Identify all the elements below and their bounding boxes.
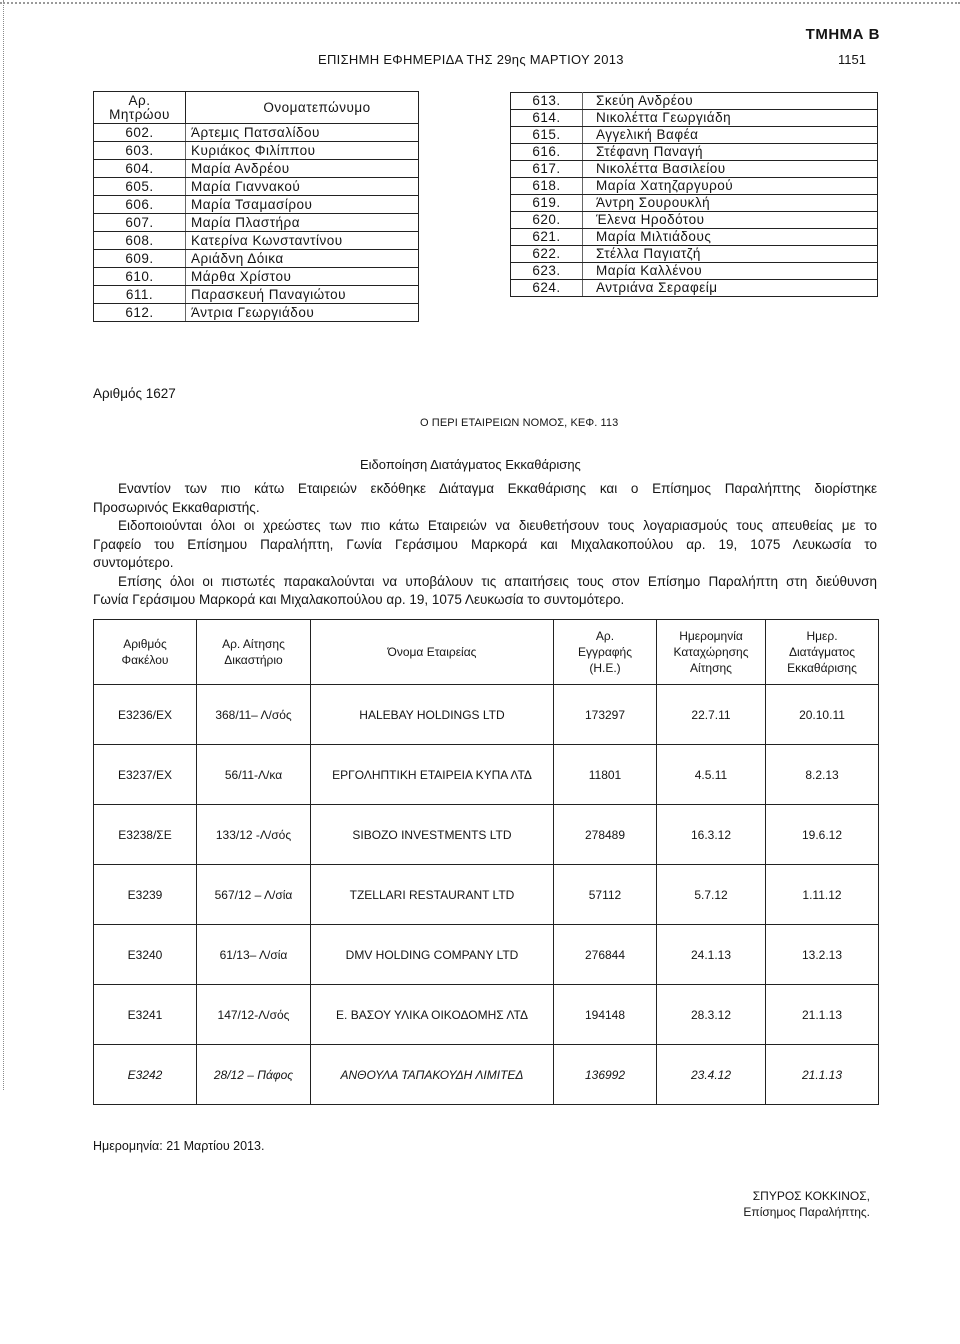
company-name-cell: DMV HOLDING COMPANY LTD [311, 925, 554, 985]
registry-row [511, 229, 878, 246]
registry-name: Αντριάνα Σεραφείμ [583, 280, 878, 297]
registry-row [94, 304, 419, 322]
registry-name: Άντρια Γεωργιάδου [186, 304, 419, 322]
notice-number: Αριθμός 1627 [93, 386, 176, 401]
header-line: Εκκαθάρισης [787, 661, 857, 675]
registry-number: 608. [94, 232, 186, 250]
file-number-header [94, 620, 197, 685]
file-number-cell: Ε3240 [94, 925, 197, 985]
registry-number: 620. [511, 212, 583, 229]
company-row [94, 1045, 879, 1105]
header-line: Φακέλου [121, 653, 169, 667]
file-number-cell: Ε3241 [94, 985, 197, 1045]
registration-number-cell: 173297 [554, 685, 657, 745]
filing-date-header [657, 620, 766, 685]
registry-row [511, 161, 878, 178]
order-date-cell: 8.2.13 [766, 745, 879, 805]
company-name-cell: Ε. ΒΑΣΟΥ ΥΛΙΚΑ ΟΙΚΟΔΟΜΗΣ ΛΤΔ [311, 985, 554, 1045]
registry-name: Μαρία Γιαννακού [186, 178, 419, 196]
registry-row [511, 93, 878, 110]
registry-number: 615. [511, 127, 583, 144]
header-line: Αρ. [595, 629, 615, 643]
registry-row [94, 286, 419, 304]
file-number-cell: Ε3242 [94, 1045, 197, 1105]
registry-number: 616. [511, 144, 583, 161]
companies-header-row [94, 620, 879, 685]
filing-date-cell: 28.3.12 [657, 985, 766, 1045]
registry-row [94, 196, 419, 214]
company-name-cell: ΑΝΘΟΥΛΑ ΤΑΠΑΚΟΥΔΗ ΛΙΜΙΤΕΔ [311, 1045, 554, 1105]
order-date-cell: 13.2.13 [766, 925, 879, 985]
header-line: (Η.Ε.) [589, 661, 621, 675]
filing-date-cell: 4.5.11 [657, 745, 766, 805]
application-cell: 133/12 -Λ/σός [197, 805, 311, 865]
registry-number: 606. [94, 196, 186, 214]
registry-name: Κατερίνα Κωνσταντίνου [186, 232, 419, 250]
registry-name: Μάρθα Χρίστου [186, 268, 419, 286]
order-date-cell: 19.6.12 [766, 805, 879, 865]
company-row [94, 805, 879, 865]
registry-number: 612. [94, 304, 186, 322]
paragraph-line: Γραφείο του Επίσημου Παραλήπτη, Γωνία Γεράσιμου Μαρκορά και Μιχαλακοπούλου αρ. 19, 1075 Λευκωσία το [93, 536, 877, 552]
registry-name: Έλενα Ηροδότου [583, 212, 878, 229]
registry-name-header: Ονοματεπώνυμο [186, 92, 419, 124]
registry-name: Μαρία Καλλένου [583, 263, 878, 280]
registry-name: Μαρία Μιλτιάδους [583, 229, 878, 246]
registry-name: Αριάδνη Δόικα [186, 250, 419, 268]
notice-body [93, 480, 877, 610]
filing-date-cell: 22.7.11 [657, 685, 766, 745]
registry-row [511, 280, 878, 297]
notice-law-title: Ο ΠΕΡΙ ΕΤΑΙΡΕΙΩΝ ΝΟΜΟΣ, ΚΕΦ. 113 [420, 417, 619, 429]
order-date-cell: 21.1.13 [766, 985, 879, 1045]
order-date-cell: 21.1.13 [766, 1045, 879, 1105]
registry-name: Μαρία Χατηζαργυρού [583, 178, 878, 195]
registry-number: 624. [511, 280, 583, 297]
application-header [197, 620, 311, 685]
company-name-cell: SIBOZO INVESTMENTS LTD [311, 805, 554, 865]
registry-row [94, 142, 419, 160]
section-label: ΤΜΗΜΑ Β [805, 26, 880, 43]
filing-date-cell: 16.3.12 [657, 805, 766, 865]
gazette-title: ΕΠΙΣΗΜΗ ΕΦΗΜΕΡΙΔΑ ΤΗΣ 29ης ΜΑΡΤΙΟΥ 2013 [318, 52, 624, 67]
application-cell: 567/12 – Λ/σία [197, 865, 311, 925]
registration-number-header [554, 620, 657, 685]
application-cell: 28/12 – Πάφος [197, 1045, 311, 1105]
registry-row [511, 110, 878, 127]
header-line: Αίτησης [690, 661, 732, 675]
company-row [94, 925, 879, 985]
registry-number: 602. [94, 124, 186, 142]
company-name-cell: TZELLARI RESTAURANT LTD [311, 865, 554, 925]
scan-edge-left [3, 0, 4, 1090]
registration-number-cell: 276844 [554, 925, 657, 985]
header-line: Αριθμός [123, 637, 167, 651]
registry-name: Κυριάκος Φιλίππου [186, 142, 419, 160]
registration-number-cell: 57112 [554, 865, 657, 925]
registry-number: 618. [511, 178, 583, 195]
registry-number: 603. [94, 142, 186, 160]
registry-number-header [94, 92, 186, 124]
application-cell: 147/12-Λ/σός [197, 985, 311, 1045]
registry-row [511, 144, 878, 161]
registry-row [94, 232, 419, 250]
order-date-header [766, 620, 879, 685]
scan-edge-top [0, 2, 960, 4]
registry-name: Νικολέττα Βασιλείου [583, 161, 878, 178]
registration-number-cell: 136992 [554, 1045, 657, 1105]
company-name-cell: ΕΡΓΟΛΗΠΤΙΚΗ ΕΤΑΙΡΕΙΑ ΚΥΠΑ ΛΤΔ [311, 745, 554, 805]
registry-row [511, 178, 878, 195]
registry-number: 611. [94, 286, 186, 304]
registry-table-right [510, 92, 878, 297]
registry-name: Μαρία Πλαστήρα [186, 214, 419, 232]
registry-row [94, 160, 419, 178]
signatory-name: ΣΠΥΡΟΣ ΚΟΚΚΙΝΟΣ, [752, 1189, 870, 1203]
registry-number: 607. [94, 214, 186, 232]
paragraph-line: Εναντίον των πιο κάτω Εταιρειών εκδόθηκε Διάταγμα Εκκαθάρισης και ο Επίσημος Παραλήπτης διορίστηκε [118, 481, 877, 496]
order-date-cell: 1.11.12 [766, 865, 879, 925]
file-number-cell: Ε3239 [94, 865, 197, 925]
registry-number-header-line: Αρ. [128, 92, 151, 108]
paragraph-line: συντομότερο. [93, 555, 174, 570]
registry-name: Αγγελική Βαφέα [583, 127, 878, 144]
registry-table-left [93, 91, 419, 322]
company-name-cell: HALEBAY HOLDINGS LTD [311, 685, 554, 745]
header-line: Ημερομηνία [679, 629, 743, 643]
registry-number: 614. [511, 110, 583, 127]
registry-number: 609. [94, 250, 186, 268]
header-line: Δικαστήριο [224, 653, 283, 667]
application-cell: 368/11– Λ/σός [197, 685, 311, 745]
registry-number: 604. [94, 160, 186, 178]
registration-number-cell: 11801 [554, 745, 657, 805]
registry-number: 610. [94, 268, 186, 286]
notice-subtitle: Ειδοποίηση Διατάγματος Εκκαθάρισης [360, 457, 581, 472]
application-cell: 61/13– Λ/σία [197, 925, 311, 985]
registry-number: 623. [511, 263, 583, 280]
companies-table [93, 619, 879, 1105]
signatory-title: Επίσημος Παραλήπτης. [743, 1205, 870, 1219]
registry-name: Μαρία Ανδρέου [186, 160, 419, 178]
registry-number: 621. [511, 229, 583, 246]
paragraph-line: Ειδοποιούνται όλοι οι χρεώστες των πιο κάτω Εταιρειών να διευθετήσουν τους λογαριασμούς τους απευθείας με το [118, 518, 877, 533]
page-number: 1151 [838, 52, 866, 67]
notice-date: Ημερομηνία: 21 Μαρτίου 2013. [93, 1139, 265, 1153]
registration-number-cell: 194148 [554, 985, 657, 1045]
file-number-cell: Ε3238/ΣΕ [94, 805, 197, 865]
company-name-header [311, 620, 554, 685]
paragraph-line: Γωνία Γεράσιμου Μαρκορά και Μιχαλακοπούλου αρ. 19, 1075 Λευκωσία το συντομότερο. [93, 592, 625, 607]
registry-name: Νικολέττα Γεωργιάδη [583, 110, 878, 127]
header-line: Καταχώρησης [673, 645, 749, 659]
registry-row [511, 212, 878, 229]
registry-row [94, 268, 419, 286]
company-row [94, 745, 879, 805]
registry-number: 605. [94, 178, 186, 196]
registry-name: Σκεύη Ανδρέου [583, 93, 878, 110]
order-date-cell: 20.10.11 [766, 685, 879, 745]
file-number-cell: Ε3237/ΕΧ [94, 745, 197, 805]
header-line: Εγγραφής [577, 645, 632, 659]
company-row [94, 685, 879, 745]
registry-name: Στέλλα Παγιατζή [583, 246, 878, 263]
registry-row [94, 124, 419, 142]
registry-header-row [94, 92, 419, 124]
registry-number-header-line: Μητρώου [109, 106, 170, 122]
registry-name: Μαρία Τσαμασίρου [186, 196, 419, 214]
registry-name: Στέφανη Παναγή [583, 144, 878, 161]
header-line: Όνομα Εταιρείας [387, 645, 477, 659]
registry-row [94, 178, 419, 196]
header-line: Διατάγματος [788, 645, 855, 659]
paragraph-line: Επίσης όλοι οι πιστωτές παρακαλούνται να υποβάλουν τις απαιτήσεις τους στον Επίσημο Παραλήπτη στη διεύθυνση [118, 573, 877, 589]
header-line: Ημερ. [806, 629, 838, 643]
registry-row [511, 246, 878, 263]
company-row [94, 865, 879, 925]
application-cell: 56/11-Λ/κα [197, 745, 311, 805]
registry-number: 619. [511, 195, 583, 212]
file-number-cell: Ε3236/ΕΧ [94, 685, 197, 745]
registry-name: Άντρη Σουρουκλή [583, 195, 878, 212]
filing-date-cell: 5.7.12 [657, 865, 766, 925]
header-line: Αρ. Αίτησης [222, 637, 285, 651]
paragraph-line: Προσωρινός Εκκαθαριστής. [93, 499, 260, 515]
registry-name: Άρτεμις Πατσαλίδου [186, 124, 419, 142]
signature-block [743, 1188, 870, 1220]
registry-row [511, 195, 878, 212]
registry-row [511, 263, 878, 280]
registry-row [94, 250, 419, 268]
registry-row [511, 127, 878, 144]
registry-number: 617. [511, 161, 583, 178]
filing-date-cell: 23.4.12 [657, 1045, 766, 1105]
registry-name: Παρασκευή Παναγιώτου [186, 286, 419, 304]
registry-number: 613. [511, 93, 583, 110]
company-row [94, 985, 879, 1045]
registry-row [94, 214, 419, 232]
registration-number-cell: 278489 [554, 805, 657, 865]
filing-date-cell: 24.1.13 [657, 925, 766, 985]
registry-number: 622. [511, 246, 583, 263]
